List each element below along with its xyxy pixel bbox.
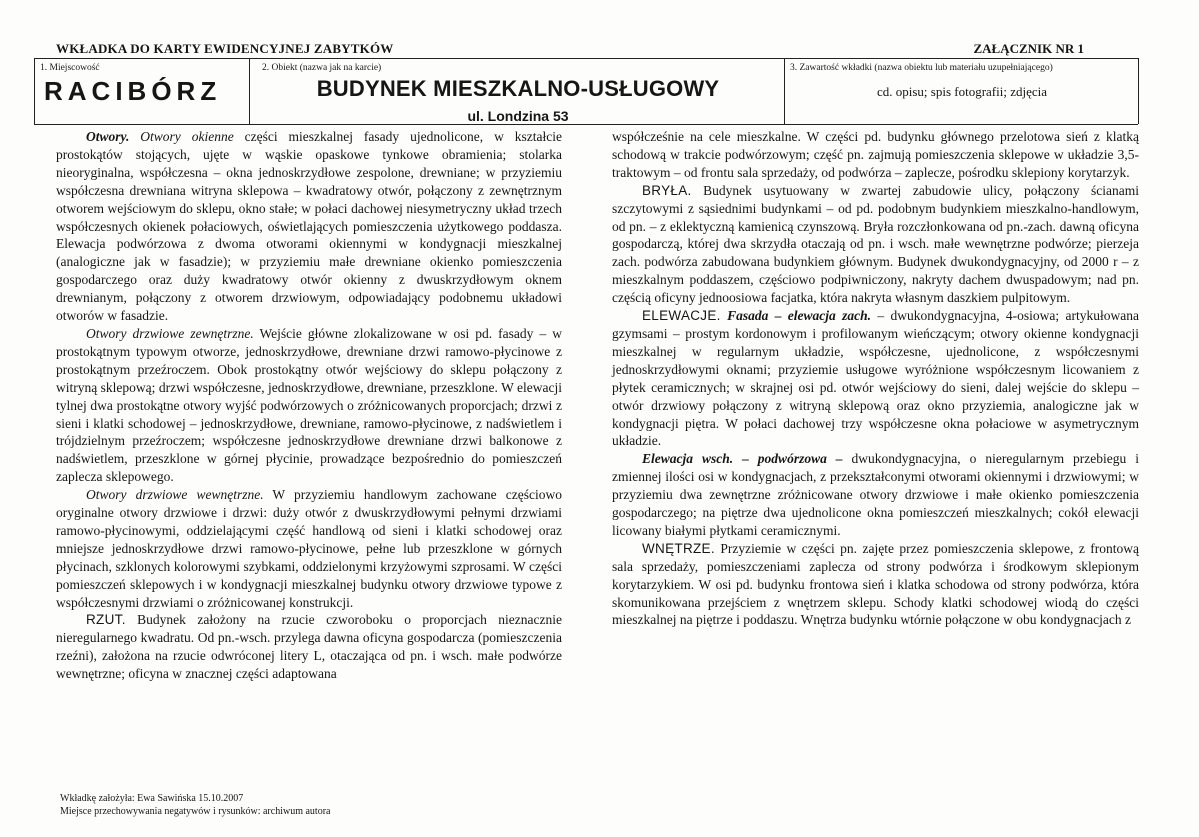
left-text-column [56,128,562,683]
paragraph-openings [56,128,562,325]
paragraph-heading: ELEWACJE. [642,308,721,324]
paragraph-plan-continued [612,128,1139,182]
right-text-column [612,128,1139,629]
header-divider-2 [784,58,785,124]
header-top-rule [34,58,1138,59]
paragraph-interior-doors [56,486,562,611]
place-label: 1. Miejscowość [40,63,100,73]
paragraph-exterior-doors [56,325,562,486]
place-value: RACIBÓRZ [44,76,222,106]
paragraph-text: Budynek usytuowany w zwartej zabudowie ulicy, połączony ścianami szczytowymi z sąsiednimi budynkami – od pd. podobnym budynkiem mieszkalno-handlowym, od pn. – z eklektyczną kamienicą czynszową. Bryła rozczłonkowana od pn.-zach. dawną oficyna gospodarczą, której dwa skrzydła otaczają od pn. i wsch. małe wewnętrzne podwórze; pierzeja zach. podwórza zabudowana budynkiem głównym. Budynek dwukondygnacyjny, od 2000 r – z mieszkalnym poddaszem, częściowo podpiwniczony, nakryty dachem dwuspadowym; nad pn. częścią oficyny jednoosiowa facjatka, która nakryta własnym daszkiem pulpitowym. [612,182,1139,306]
header-bottom-rule [34,124,1138,125]
attachment-number: ZAŁĄCZNIK NR 1 [973,41,1084,56]
paragraph-text: W przyziemiu handlowym zachowane częściowo oryginalne otwory drzwiowe i drzwi: duży otwór z dwuskrzydłowymi pełnymi drzwiami ramowo-płycinowymi, oddzielającymi część handlową od sieni i klatki schodowej oraz mniejsze jednoskrzydłowe drzwi ramowo-płycinowe, pełne lub przeszklone w górnych płycinach, szklonych kolorowymi szybkami, oddzielonymi krzyżowymi szprosami. W części pomieszczeń sklepowych i w kondygnacji mieszkalnej budynku otwory drzwiowe typowe z współczesnymi drzwiami o zróżnicowanej konstrukcji. [56,487,562,610]
header-divider-1 [249,58,250,124]
contents-label: 3. Zawartość wkładki (nazwa obiektu lub materiału uzupełniającego) [790,63,1053,73]
paragraph-subheading: Fasada – elewacja zach. [727,308,872,324]
paragraph-heading: Otwory. [86,129,130,144]
object-name: BUDYNEK MIESZKALNO-USŁUGOWY [316,76,720,101]
paragraph-text: dwukondygnacyjna, o nieregularnym przebiegu i zmiennej ilości osi w kondygnacjach, z przekształconymi otworami okiennymi i drzwiowymi; w przyziemiu dwa zewnętrzne zróżnicowane otwory drzwiowe i małe okienko pomieszczenia gospodarczego; na piętrze dwa ujednolicone okna pomieszczeń mieszkalnych; cokół elewacji licowany białymi płytkami ceramicznymi. [612,451,1139,538]
contents-value: cd. opisu; spis fotografii; zdjęcia [876,84,1048,99]
footer-storage: Miejsce przechowywania negatywów i rysunków: archiwum autora [60,806,331,817]
paragraph-heading: BRYŁA. [642,182,692,198]
paragraph-text: Budynek założony na rzucie czworoboku o proporcjach nieznacznie nieregularnego kwadratu. Od pn.-wsch. przylega dawna oficyna gospodarcza (pomieszczenia rzeźni), założona na rzucie odwróconej litery L, otaczająca od pn. i wsch. małe podwórze wewnętrzne; oficyna w znacznej części adaptowana [56,612,562,682]
paragraph-heading: Otwory drzwiowe wewnętrzne. [86,487,264,503]
paragraph-plan [56,611,562,683]
header-left-border [34,58,35,124]
paragraph-heading: WNĘTRZE. [642,540,715,556]
paragraph-east-elevation [612,450,1139,540]
paragraph-elevations [612,307,1139,450]
header-title: WKŁADKA DO KARTY EWIDENCYJNEJ ZABYTKÓW [56,41,394,56]
paragraph-heading: Otwory drzwiowe zewnętrzne. [86,325,254,341]
paragraph-text: Przyziemie w części pn. zajęte przez pomieszczenia sklepowe, z frontową sala sprzedaży, pomieszczeniami zaplecza od strony podwórza i środkowym sklepionym korytarzykiem. W osi pd. budynku frontowa sień i klatka schodowa od strony podwórza, która skomunikowana przejściem z wnętrzem sklepu. Schody klatki schodowej wiodą do części mieszkalnej na piętrze i poddaszu. Wnętrza budynku wtórnie połączone w obu kondygnacjach z [612,540,1139,628]
header-right-border [1138,58,1139,124]
paragraph-subheading: Otwory okienne [140,129,234,144]
object-label: 2. Obiekt (nazwa jak na karcie) [262,63,382,73]
paragraph-heading: Elewacja wsch. – podwórzowa – [642,451,843,467]
paragraph-massing [612,182,1139,307]
paragraph-heading: RZUT. [86,612,126,628]
object-address: ul. Londzina 53 [467,108,569,124]
paragraph-text: części mieszkalnej fasady ujednolicone, w kształcie prostokątów stojących, ujęte w wąskie opaskowe tynkowe obramienia; stolarka nieoryginalna, współczesna – okna jednoskrzydłowe zespolone, drewniane; w przyziemiu współczesna drewniana witryna sklepowa – kwadratowy otwór, połączony z zewnętrznym otworem wejściowym do sklepu, okno stałe; w połaci dachowej niesymetryczny układ trzech współczesnych okienek połaciowych, oświetlających pomieszczenia użytkowego poddasza. Elewacja podwórzowa z dwoma otworami okiennymi w kondygnacji mieszkalnej (analogiczne jak w fasadzie); w przyziemiu małe drewniane okienko pomieszczenia gospodarczego oraz duży kwadratowy otwór okienny z dwuskrzydłowym oknem drewnianym, połączony z otworem drzwiowym, odpowiadający podobnemu układowi otworów w fasadzie. [56,129,562,324]
paragraph-text: współcześnie na cele mieszkalne. W części pd. budynku głównego przelotowa sień z klatką schodową w trakcie podwórzowym; część pn. zajmują pomieszczenia sklepowe w układzie 3,5-traktowym – od frontu sala sprzedaży, od podwórza – zaplecze, pośrodku sklepiony korytarzyk. [612,129,1139,180]
paragraph-text: Wejście główne zlokalizowane w osi pd. fasady – w prostokątnym typowym otworze, jednoskrzydłowe, drewniane drzwi ramowo-płycinowe z prostokątnym przeźroczem. Obok prostokątny otwór wejściowy do sklepu połączony z witryną sklepową; drzwi współczesne, jednoskrzydłowe, drewniane, przeszklone. W elewacji tylnej dwa prostokątne otwory wyjść podwórzowych o zróżnicowanych proporcjach; drzwi z sieni i klatki schodowej – jednoskrzydłowe, drewniane, ramowo-płycinowe, z nadświetlem i trójdzielnym przeźroczem; współczesne jednoskrzydłowe drewniane drzwi balkonowe z nadświetlem, przeszklone w górnej płycinie, prowadzące bezpośrednio do pomieszczeń zaplecza sklepowego. [56,325,562,485]
footer-author: Wkładkę założyła: Ewa Sawińska 15.10.2007 [60,793,244,804]
paragraph-text: – dwukondygnacyjna, 4-osiowa; artykułowana gzymsami – prostym kordonowym i profilowanym wieńczącym; otwory okienne kondygnacji mieszkalnej w regularnym układzie, współczesne, ujednolicone, z współczesnymi jednoskrzydłowymi oknami; przyziemie usługowe wyróżnione współczesnym licowaniem z płytek ceramicznych; w skrajnej osi pd. otwór wejściowy do sieni, dalej wejście do sklepu – otwór drzwiowy połączony z witryną sklepową oraz okno przyziemia, analogiczne jak w kondygnacji piętra. W połaci dachowej trzy współczesne okna połaciowe w asymetrycznym układzie. [612,308,1139,449]
paragraph-interior [612,540,1139,630]
